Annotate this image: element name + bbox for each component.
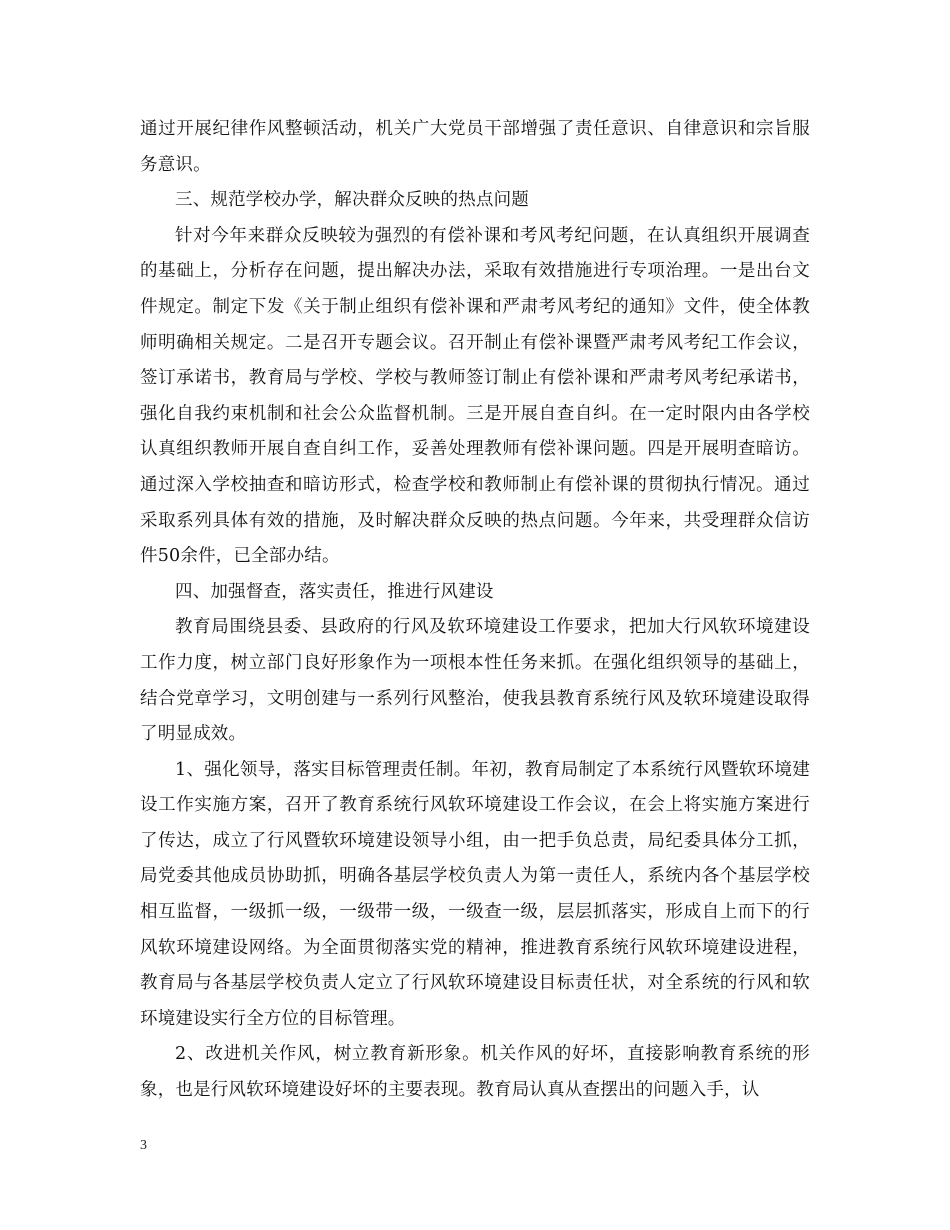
section-heading: 三、规范学校办学，解决群众反映的热点问题 bbox=[175, 190, 529, 211]
paragraph: 针对今年来群众反映较为强烈的有偿补课和考风考纪问题，在认真组织开展调查的基础上，分析存在问题，提出解决办法，采取有效措施进行专项治理。一是出台文件规定。制定下发《关于制止组织有偿补课和严肃考风考纪的通知》文件，使全体教师明确相关规定。二是召开专题会议。召开制止有偿补课暨严肃考风考纪工作会议，签订承诺书，教育局与学校、学校与教师签订制止有偿补课和严肃考风考纪承诺书，强化自我约束机制和社会公众监督机制。三是开展自查自纠。在一定时限内由各学校认真组织教师开展自查自纠工作，妥善处理教师有偿补课问题。四是开展明查暗访。通过深入学校抽查和暗访形式，检查学校和教师制止有偿补课的贯彻执行情况。通过采取系列具体有效的措施，及时解决群众反映的热点问题。今年来，共受理群众信访件50余件，已全部办结。 bbox=[140, 225, 810, 567]
paragraph: 1、强化领导，落实目标管理责任制。年初，教育局制定了本系统行风暨软环境建设工作实施方案，召开了教育系统行风软环境建设工作会议，在会上将实施方案进行了传达，成立了行风暨软环境建设领导小组，由一把手负总责，局纪委具体分工抓，局党委其他成员协助抓，明确各基层学校负责人为第一责任人，系统内各个基层学校相互监督，一级抓一级，一级带一级，一级查一级，层层抓落实，形成自上而下的行风软环境建设网络。为全面贯彻落实党的精神，推进教育系统行风软环境建设进程，教育局与各基层学校负责人定立了行风软环境建设目标责任状，对全系统的行风和软环境建设实行全方位的目标管理。 bbox=[140, 759, 810, 1029]
page-number: 3 bbox=[140, 1138, 147, 1153]
document-body bbox=[140, 112, 810, 1109]
section-heading: 四、加强督查，落实责任，推进行风建设 bbox=[175, 581, 494, 602]
paragraph: 2、改进机关作风，树立教育新形象。机关作风的好坏，直接影响教育系统的形象，也是行风软环境建设好坏的主要表现。教育局认真从查摆出的问题入手，认 bbox=[140, 1044, 810, 1101]
paragraph: 教育局围绕县委、县政府的行风及软环境建设工作要求，把加大行风软环境建设工作力度，树立部门良好形象作为一项根本性任务来抓。在强化组织领导的基础上，结合党章学习，文明创建与一系列行风整治，使我县教育系统行风及软环境建设取得了明显成效。 bbox=[140, 617, 810, 745]
paragraph: 通过开展纪律作风整顿活动，机关广大党员干部增强了责任意识、自律意识和宗旨服务意识。 bbox=[140, 119, 810, 175]
